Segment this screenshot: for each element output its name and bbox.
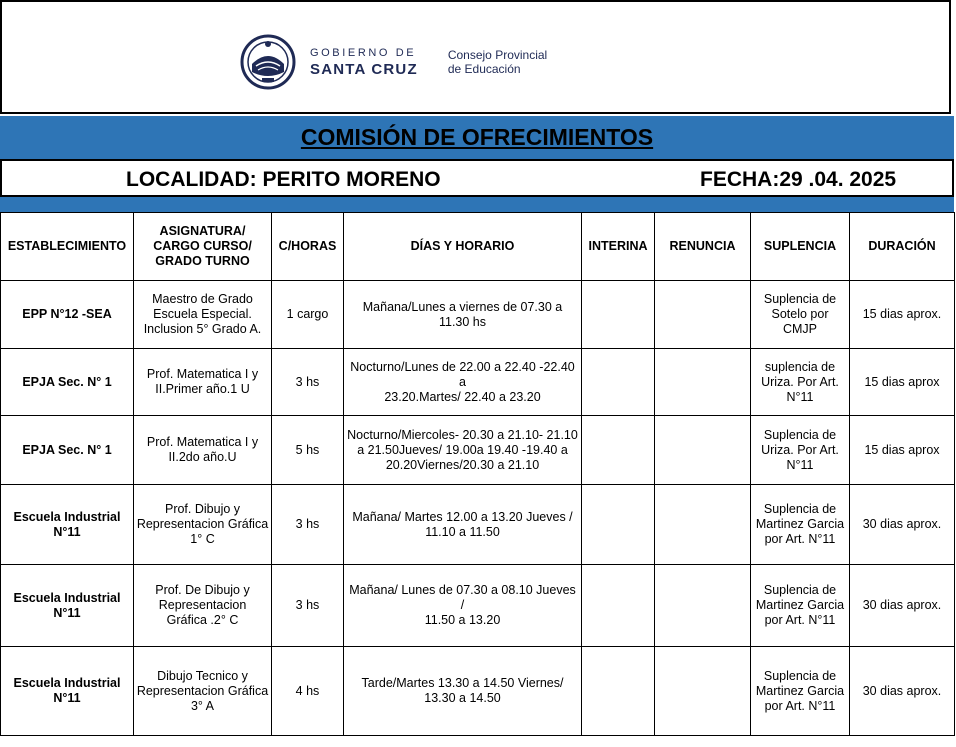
header-suplencia: SUPLENCIA: [751, 213, 850, 281]
cell-duracion: 15 dias aprox.: [850, 281, 955, 349]
cell-line: Inclusion 5° Grado A.: [143, 322, 262, 336]
cell-establecimiento: [1, 349, 134, 416]
institution-logo: [240, 34, 547, 90]
cell-line: Representacion Gráfica: [136, 517, 269, 531]
cell-line: Dibujo Tecnico y: [157, 668, 248, 683]
santa-cruz-seal-icon: [240, 34, 296, 90]
cell-line: Tarde/Martes 13.30 a 14.50 Viernes/: [361, 676, 564, 690]
cell-establecimiento: [1, 565, 134, 647]
cell-line: Prof. De Dibujo y: [155, 583, 250, 597]
cell-line: EPJA Sec. N° 1: [22, 374, 112, 389]
table-row: [1, 647, 955, 736]
cell-line: 11.30 hs: [438, 314, 487, 329]
cell-establecimiento: [1, 281, 134, 349]
cell-horas: 3 hs: [272, 485, 344, 565]
gobierno-top-text: GOBIERNO DE: [310, 46, 417, 59]
cell-line: II.2do año.U: [168, 450, 237, 464]
cell-interina: [582, 349, 655, 416]
cell-dias: [344, 281, 582, 349]
cell-interina: [582, 485, 655, 565]
cell-line: Suplencia de: [763, 668, 837, 683]
cell-suplencia: [751, 281, 850, 349]
cell-line: por Art. N°11: [764, 698, 836, 713]
cell-dias: [344, 349, 582, 416]
cell-line: Escuela Especial.: [153, 307, 252, 321]
cell-line: N°11: [786, 457, 814, 472]
cell-line: por Art. N°11: [764, 613, 836, 627]
cell-line: Suplencia de: [763, 292, 837, 306]
cell-asignatura: [134, 416, 272, 485]
cell-establecimiento: [1, 485, 134, 565]
cell-asignatura: [134, 349, 272, 416]
document-header: [0, 0, 951, 114]
cell-line: Escuela Industrial: [13, 676, 121, 690]
table-row: [1, 281, 955, 349]
cell-line: N°11: [53, 691, 81, 705]
cell-line: Gráfica .2° C: [166, 613, 239, 627]
header-asignatura-line: GRADO TURNO: [155, 254, 250, 268]
cell-line: Suplencia de: [763, 583, 837, 597]
offers-table: [0, 212, 955, 736]
cell-line: Martinez Garcia: [755, 517, 845, 531]
cell-interina: [582, 281, 655, 349]
cell-establecimiento: [1, 647, 134, 736]
gobierno-wordmark: [310, 48, 418, 77]
cell-line: suplencia de: [764, 359, 836, 374]
header-interina: INTERINA: [582, 213, 655, 281]
header-asignatura-line: ASIGNATURA/: [159, 224, 246, 238]
cell-line: Suplencia de: [763, 502, 837, 516]
consejo-wordmark: [448, 48, 547, 76]
table-row: [1, 485, 955, 565]
cell-line: II.Primer año.1 U: [155, 382, 250, 396]
cell-line: Suplencia de: [763, 427, 837, 442]
cell-horas: 3 hs: [272, 349, 344, 416]
cell-line: 3° A: [190, 698, 215, 713]
cell-suplencia: [751, 647, 850, 736]
cell-line: N°11: [53, 524, 81, 539]
cell-interina: [582, 647, 655, 736]
cell-line: Nocturno/Miercoles- 20.30 a 21.10- 21.10: [347, 427, 578, 442]
header-asignatura: [134, 213, 272, 281]
cell-line: EPP N°12 -SEA: [22, 307, 112, 321]
cell-asignatura: [134, 485, 272, 565]
cell-line: Escuela Industrial: [13, 509, 121, 524]
table-row: [1, 416, 955, 485]
cell-establecimiento: [1, 416, 134, 485]
cell-duracion: 30 dias aprox.: [850, 565, 955, 647]
table-row: [1, 565, 955, 647]
consejo-line-1: Consejo Provincial: [447, 48, 548, 62]
cell-line: Sotelo por CMJP: [771, 307, 829, 336]
cell-line: 23.20.Martes/ 22.40 a 23.20: [384, 389, 541, 404]
cell-duracion: 30 dias aprox.: [850, 485, 955, 565]
cell-suplencia: [751, 485, 850, 565]
cell-line: por Art. N°11: [764, 532, 836, 546]
cell-asignatura: [134, 565, 272, 647]
cell-suplencia: [751, 565, 850, 647]
header-horas: C/HORAS: [272, 213, 344, 281]
cell-dias: [344, 647, 582, 736]
cell-line: 1° C: [190, 532, 215, 546]
cell-line: Prof. Matematica I y: [146, 367, 259, 381]
cell-renuncia: [655, 565, 751, 647]
cell-renuncia: [655, 349, 751, 416]
cell-line: 11.50 a 13.20: [424, 613, 501, 627]
cell-suplencia: [751, 349, 850, 416]
location-date-row: [0, 159, 954, 197]
cell-interina: [582, 416, 655, 485]
cell-renuncia: [655, 485, 751, 565]
cell-dias: [344, 565, 582, 647]
cell-line: Mañana/ Lunes de 07.30 a 08.10 Jueves /: [349, 583, 576, 612]
cell-line: Uriza. Por Art.: [761, 442, 839, 457]
cell-renuncia: [655, 416, 751, 485]
cell-renuncia: [655, 647, 751, 736]
cell-dias: [344, 485, 582, 565]
cell-line: Uriza. Por Art.: [761, 374, 839, 389]
cell-line: Escuela Industrial: [13, 590, 121, 605]
header-dias: DÍAS Y HORARIO: [344, 213, 582, 281]
table-header-row: [1, 213, 955, 281]
cell-line: 20.20Viernes/20.30 a 21.10: [385, 457, 540, 472]
header-asignatura-line: CARGO CURSO/: [153, 239, 252, 253]
table-row: [1, 349, 955, 416]
document-title: COMISIÓN DE OFRECIMIENTOS: [300, 124, 654, 150]
cell-suplencia: [751, 416, 850, 485]
header-establecimiento: ESTABLECIMIENTO: [1, 213, 134, 281]
cell-line: Maestro de Grado: [152, 292, 253, 306]
cell-line: Representacion Gráfica: [136, 683, 269, 698]
cell-asignatura: [134, 647, 272, 736]
cell-horas: 1 cargo: [272, 281, 344, 349]
cell-horas: 5 hs: [272, 416, 344, 485]
cell-line: Martinez Garcia: [755, 598, 845, 612]
cell-dias: [344, 416, 582, 485]
localidad-label: LOCALIDAD: PERITO MORENO: [126, 168, 441, 191]
cell-line: Nocturno/Lunes de 22.00 a 22.40 -22.40 a: [350, 359, 575, 389]
cell-renuncia: [655, 281, 751, 349]
separator-band: [0, 197, 954, 212]
cell-interina: [582, 565, 655, 647]
fecha-label: FECHA:29 .04. 2025: [700, 168, 897, 191]
cell-asignatura: [134, 281, 272, 349]
cell-horas: 3 hs: [272, 565, 344, 647]
cell-line: a 21.50Jueves/ 19.00a 19.40 -19.40 a: [357, 442, 568, 457]
cell-duracion: 15 dias aprox: [850, 416, 955, 485]
cell-line: N°11: [786, 389, 814, 404]
cell-line: 11.10 a 11.50: [425, 524, 500, 539]
cell-line: EPJA Sec. N° 1: [22, 442, 112, 457]
cell-duracion: 30 dias aprox.: [850, 647, 955, 736]
cell-line: Prof. Matematica I y: [146, 435, 259, 449]
cell-line: Representacion: [158, 598, 247, 612]
gobierno-bottom-text: SANTA CRUZ: [310, 60, 418, 78]
cell-line: N°11: [53, 605, 81, 620]
cell-line: 13.30 a 14.50: [424, 691, 501, 705]
cell-duracion: 15 dias aprox: [850, 349, 955, 416]
header-renuncia: RENUNCIA: [655, 213, 751, 281]
cell-line: Mañana/ Martes 12.00 a 13.20 Jueves /: [352, 509, 573, 524]
consejo-line-2: de Educación: [447, 62, 521, 76]
cell-horas: 4 hs: [272, 647, 344, 736]
cell-line: Mañana/Lunes a viernes de 07.30 a: [362, 299, 563, 314]
cell-line: Martinez Garcia: [755, 683, 845, 698]
cell-line: Prof. Dibujo y: [164, 502, 241, 516]
header-duracion: DURACIÓN: [850, 213, 955, 281]
